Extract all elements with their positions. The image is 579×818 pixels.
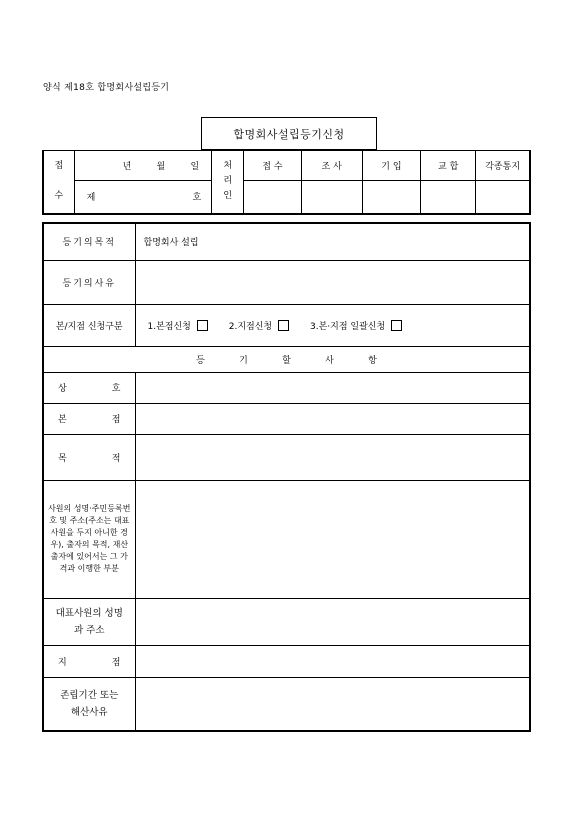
- proofread-stamp[interactable]: [421, 181, 476, 214]
- members-label: 사원의 성명·주민등록번호 및 주소(주소는 대표사원을 두지 아니한 경우), 출자의 목적, 재산출자에 있어서는 그 가격과 이행한 부분: [43, 480, 135, 598]
- reason-label: 등기의사유: [43, 260, 135, 304]
- members-value[interactable]: [135, 480, 530, 598]
- duration-value[interactable]: [135, 677, 530, 731]
- col-receipt: 접 수: [244, 151, 301, 181]
- receipt-table: [42, 150, 531, 215]
- purpose-label: 등기의목적: [43, 223, 135, 260]
- col-notices: 각종통지: [476, 151, 530, 181]
- head-office-label: 본 점: [43, 403, 135, 434]
- representative-value[interactable]: [135, 598, 530, 645]
- entry-stamp[interactable]: [362, 181, 420, 214]
- objective-value[interactable]: [135, 434, 530, 480]
- review-stamp[interactable]: [301, 181, 362, 214]
- branch-office-checkbox[interactable]: [278, 320, 289, 331]
- purpose-value[interactable]: 합명회사 설립: [135, 223, 530, 260]
- receipt-number: 제 호: [74, 181, 212, 214]
- branch-type-label: 본/지점 신청구분: [43, 304, 135, 346]
- col-entry: 기 입: [362, 151, 420, 181]
- branch-label: 지 점: [43, 645, 135, 677]
- receipt-stamp[interactable]: [244, 181, 301, 214]
- form-number: 양식 제18호 합명회사설립등기: [43, 83, 170, 93]
- section-heading: 등 기 할 사 항: [43, 346, 530, 372]
- processor-label: 처 리 인: [212, 151, 244, 214]
- receipt-date: 년 월 일: [74, 151, 212, 181]
- duration-label: 존립기간 또는 해산사유: [43, 677, 135, 731]
- branch-value[interactable]: [135, 645, 530, 677]
- application-table: [42, 222, 531, 732]
- representative-label: 대표사원의 성명 과 주소: [43, 598, 135, 645]
- reason-value[interactable]: [135, 260, 530, 304]
- notices-stamp[interactable]: [476, 181, 530, 214]
- col-review: 조 사: [301, 151, 362, 181]
- form-title: 합명회사설립등기신청: [201, 117, 377, 150]
- objective-label: 목 적: [43, 434, 135, 480]
- head-office-value[interactable]: [135, 403, 530, 434]
- bulk-checkbox[interactable]: [391, 320, 402, 331]
- head-office-checkbox[interactable]: [197, 320, 208, 331]
- receipt-label: 접 수: [43, 151, 74, 214]
- branch-type-options: 1.본점신청 2.지점신청 3.본·지점 일괄신청: [135, 304, 530, 346]
- trade-name-label: 상 호: [43, 372, 135, 403]
- col-proofread: 교 합: [421, 151, 476, 181]
- trade-name-value[interactable]: [135, 372, 530, 403]
